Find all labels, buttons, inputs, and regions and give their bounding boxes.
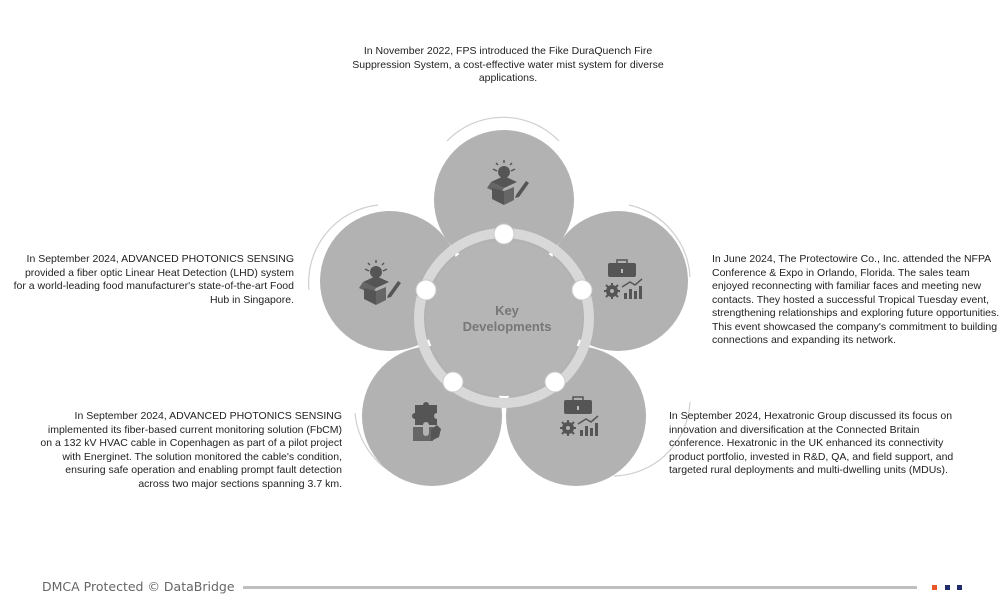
note-left: In September 2024, ADVANCED PHOTONICS SENSING provided a fiber optic Linear Heat Detection (LHD) system for a world-leading food manufacturer's state-of-the-art Food Hub in Singapore. [13, 253, 294, 306]
footer-dot-1 [932, 585, 937, 590]
center-title-line1: Key [495, 303, 519, 318]
connector-top [494, 224, 514, 244]
footer-dot-3 [957, 585, 962, 590]
connector-left [416, 280, 436, 300]
note-bottom-left: In September 2024, ADVANCED PHOTONICS SENSING implemented its fiber-based current monitoring solution (FbCM) on a 132 kV HVAC cable in Copenhagen as part of a pilot project with Energinet. The solution monitored the cable's condition, ensuring safe operation and enabling prompt fault detection across two major sections spanning 3.7 km. [40, 410, 342, 490]
note-right: In June 2024, The Protectowire Co., Inc. attended the NFPA Conference & Expo in Orlando, Florida. The sales team enjoyed reconnecting with familiar faces and meeting new contacts. They hosted a successful Tropical Tuesday event, strengthening relationships and exploring future opportunities. This event showcased the company's commitment to building connections and expanding its network. [712, 253, 1000, 346]
connector-bottom-left [443, 372, 463, 392]
center-title-line2: Developments [462, 319, 552, 334]
footer-divider [243, 586, 917, 589]
connector-right [572, 280, 592, 300]
footer-copyright: DMCA Protected © DataBridge [42, 579, 235, 594]
connector-bottom-right [545, 372, 565, 392]
footer-dot-2 [945, 585, 950, 590]
note-bottom-right: In September 2024, Hexatronic Group discussed its focus on innovation and diversification at the Connected Britain conference. Hexatronic in the UK enhanced its connectivity product portfolio, invested in R&D, QA, and field support, and targeted rural deployments and multi-dwelling units (MDUs). [669, 410, 954, 476]
note-top: In November 2022, FPS introduced the Fike DuraQuench Fire Suppression System, a cost-effective water mist system for diverse applications. [352, 45, 664, 84]
